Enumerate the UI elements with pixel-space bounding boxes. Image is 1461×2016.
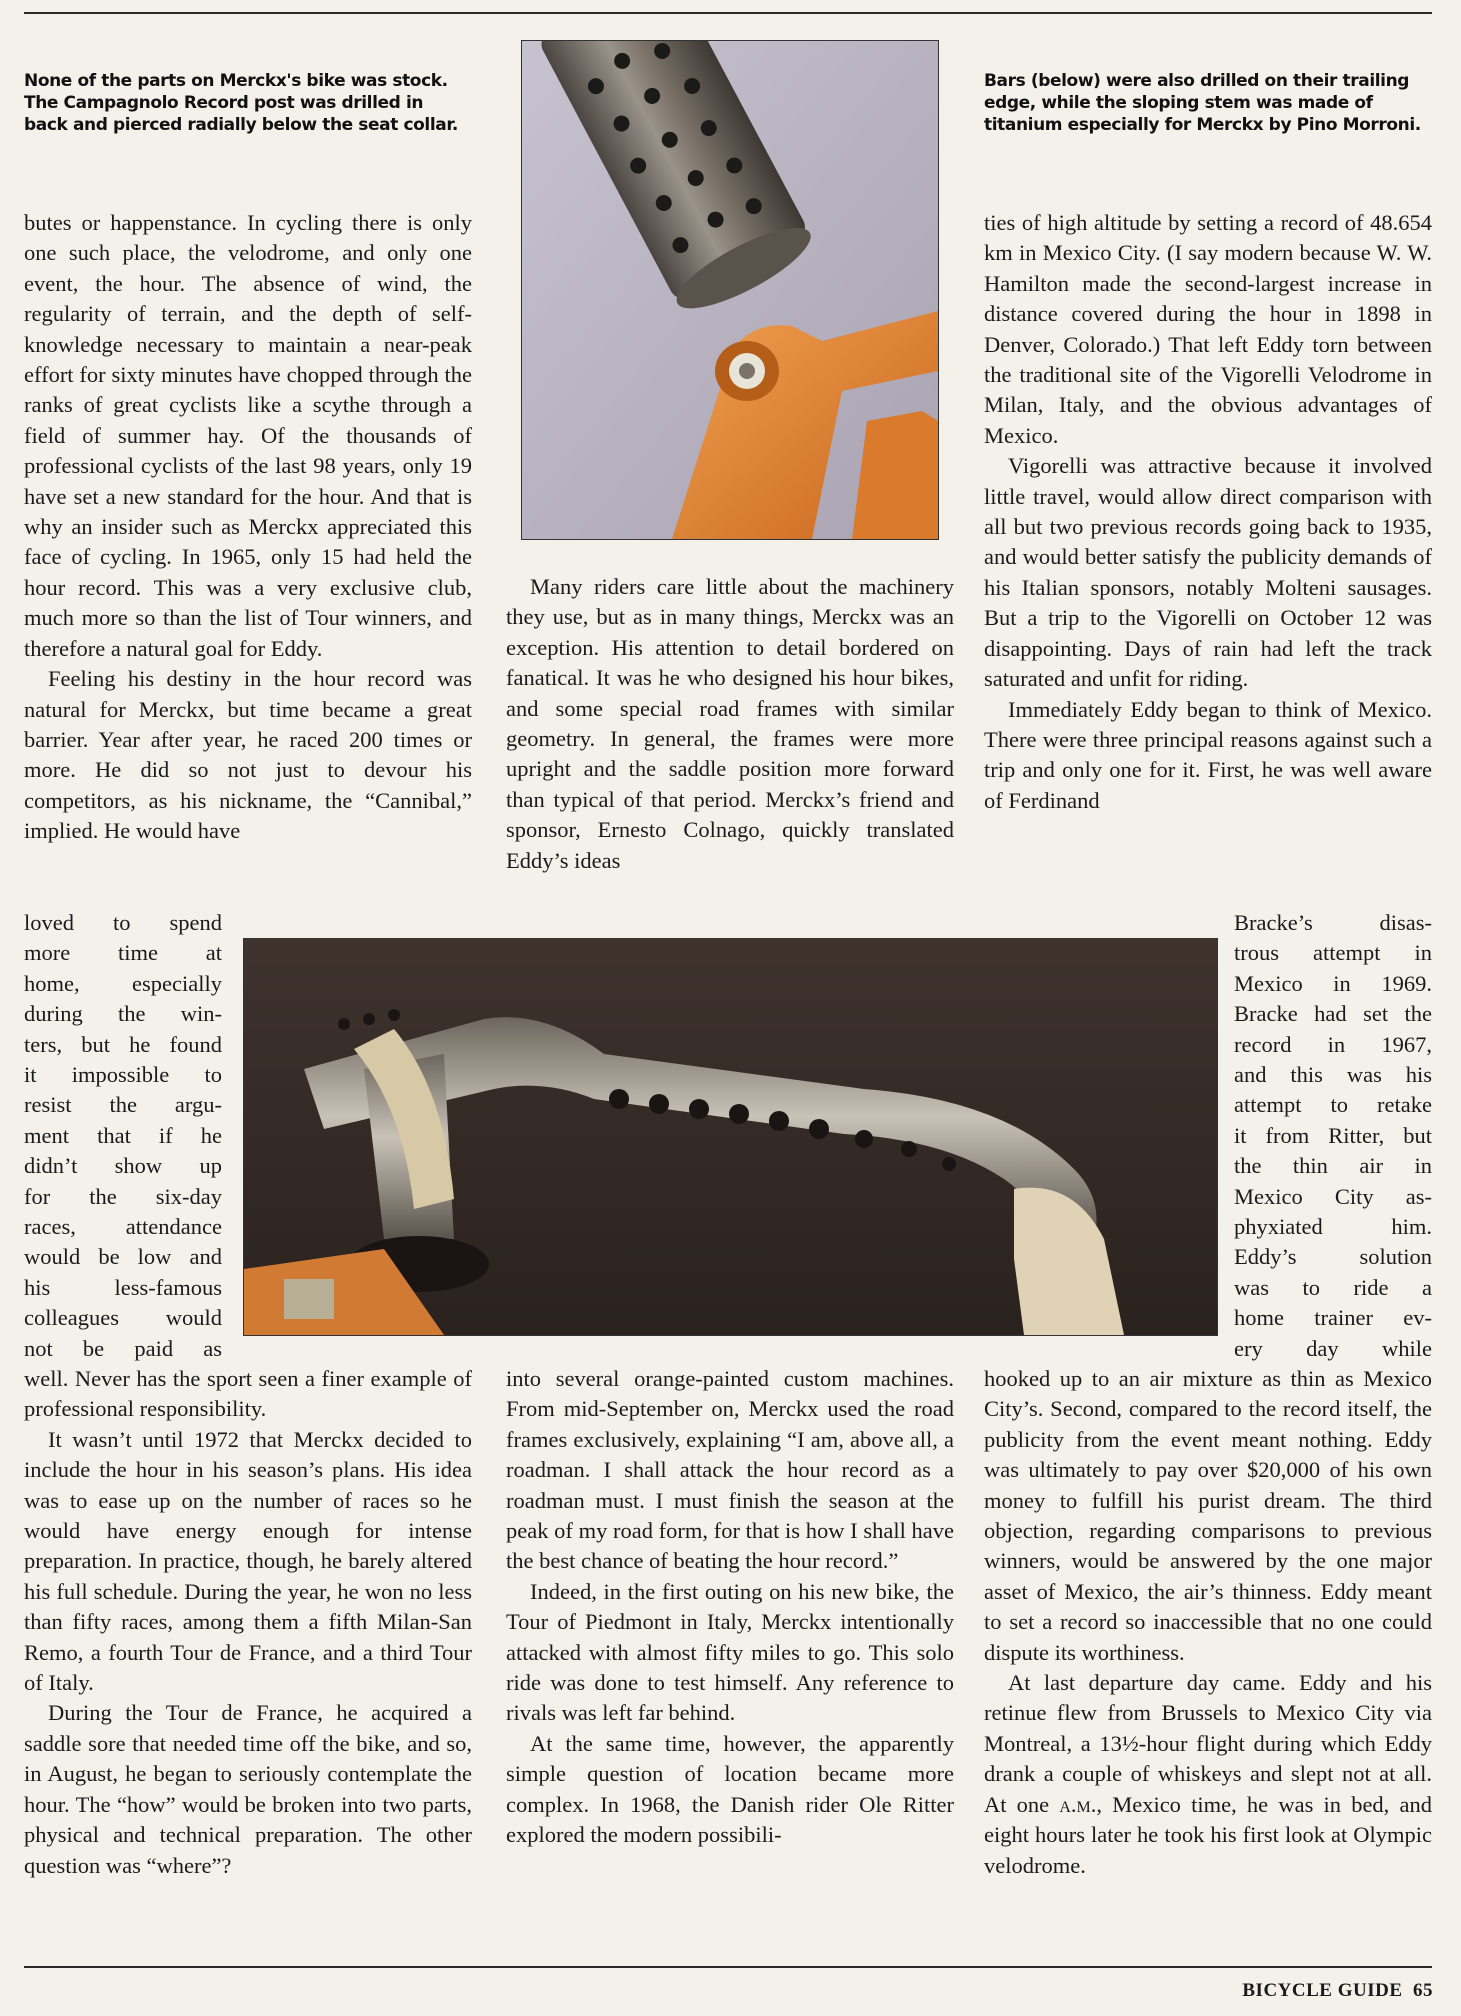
column-2-bottom	[506, 1364, 954, 1851]
col1-line: it impossible to	[24, 1062, 222, 1088]
col1-line: colleagues would	[24, 1305, 222, 1331]
column-3-top	[984, 208, 1432, 816]
col3-line: trous attempt in	[1234, 940, 1432, 966]
column-1-wrap-lines	[24, 908, 222, 1364]
col1-paragraph-2: Feeling his destiny in the hour record was natural for Merckx, but time became a great barrier. Year after year, he raced 200 times or more. He did so not just to devour his competitors, as his nickname, the “Cannibal,” implied. He would have	[24, 666, 472, 844]
column-3-wrap-lines	[1234, 908, 1432, 1364]
magazine-name: BICYCLE GUIDE	[1242, 1980, 1403, 2001]
drilled-handlebar-photo	[243, 938, 1218, 1336]
bottom-rule	[24, 1966, 1432, 1968]
col3-line: Mexico City as-	[1234, 1183, 1432, 1209]
col3-paragraph-3-end: hooked up to an air mixture as thin as Mexico City’s. Second, compared to the record itself, the publicity from the event meant nothing. Eddy was ultimately to pay over $20,000 of his own money to fulfill his purist dream. The third objection, regarding comparisons to previous winners, would be answered by the one major asset of Mexico, the air’s thinness. Eddy meant to set a record so inaccessible that no one could dispute its worthiness.	[984, 1366, 1432, 1665]
col1-line: more time at	[24, 940, 222, 966]
col3-line: Bracke had set the	[1234, 1001, 1432, 1027]
col3-line: phyxiated him.	[1234, 1214, 1432, 1240]
col1-line: during the win-	[24, 1001, 222, 1027]
column-3-bottom	[984, 1364, 1432, 1881]
col1-line: his less-famous	[24, 1274, 222, 1300]
col1-line: races, attendance	[24, 1214, 222, 1240]
caption-left: None of the parts on Merckx's bike was stock. The Campagnolo Record post was drilled in back and pierced radially below the seat collar.	[24, 71, 458, 135]
col3-line: ery day while	[1234, 1335, 1432, 1361]
col3-paragraph-4: At last departure day came. Eddy and his retinue flew from Brussels to Mexico City via Montreal, a 13½-hour flight during which Eddy drank a couple of whiskeys and slept not at all. At one a.m., Mexico time, he was in bed, and eight hours later he took his first look at Olympic velodrome.	[984, 1670, 1432, 1878]
page-number: 65	[1413, 1980, 1433, 2001]
col1-paragraph-4: During the Tour de France, he acquired a saddle sore that needed time off the bike, and so, in August, he began to seriously contemplate the hour. The “how” would be broken into two parts, physical and technical preparation. The other question was “where”?	[24, 1700, 472, 1878]
col3-line: it from Ritter, but	[1234, 1122, 1432, 1148]
col1-paragraph-1: butes or happenstance. In cycling there is only one such place, the velodrome, and only one event, the hour. The absence of wind, the regularity of terrain, and the depth of self-knowledge necessary to maintain a near-peak effort for sixty minutes have chopped through the ranks of great cyclists like a scythe through a field of summer hay. Of the thousands of professional cyclists of the last 98 years, only 19 have set a new standard for the hour. And that is why an insider such as Merckx appreciated this face of cycling. In 1965, only 15 had held the hour record. This was a very exclusive club, much more so than the list of Tour winners, and therefore a natural goal for Eddy.	[24, 210, 472, 661]
col3-paragraph-3: Immediately Eddy began to think of Mexico. There were three principal reasons against such a trip and only one for it. First, he was well aware of Ferdinand	[984, 696, 1432, 813]
col3-line: Mexico in 1969.	[1234, 970, 1432, 996]
col3-line: the thin air in	[1234, 1153, 1432, 1179]
seatpost-illustration	[522, 41, 938, 539]
col3-line: and this was his	[1234, 1062, 1432, 1088]
column-1-bottom	[24, 1364, 472, 1881]
column-2-top	[506, 572, 954, 876]
col3-line: Eddy’s solution	[1234, 1244, 1432, 1270]
col3-line: home trainer ev-	[1234, 1305, 1432, 1331]
col1-paragraph-2-end: well. Never has the sport seen a finer example of professional responsibility.	[24, 1366, 472, 1422]
col1-line: didn’t show up	[24, 1153, 222, 1179]
caption-right: Bars (below) were also drilled on their trailing edge, while the sloping stem was made of titanium especially for Merckx by Pino Morroni.	[984, 71, 1421, 135]
col3-line: record in 1967,	[1234, 1031, 1432, 1057]
col1-line: loved to spend	[24, 910, 222, 935]
drilled-seatpost-photo	[521, 40, 939, 540]
col2-paragraph-1-cont: into several orange-painted custom machines. From mid-September on, Merckx used the road frames exclusively, explaining “I am, above all, a roadman. I shall attack the hour record as a roadman must. I must finish the season at the peak of my road form, for that is how I shall have the best chance of beating the hour record.”	[506, 1366, 954, 1574]
col1-line: ters, but he found	[24, 1031, 222, 1057]
col1-line: ment that if he	[24, 1122, 222, 1148]
column-1-top	[24, 208, 472, 847]
col3-line: attempt to retake	[1234, 1092, 1432, 1118]
col3-paragraph-2: Vigorelli was attractive because it involved little travel, would allow direct comparison with all but two previous records going back to 1935, and would better satisfy the publicity demands of his Italian sponsors, notably Molteni sausages. But a trip to the Vigorelli on October 12 was disappointing. Days of rain had left the track saturated and unfit for riding.	[984, 453, 1432, 692]
col1-line: resist the argu-	[24, 1092, 222, 1118]
col2-paragraph-2: Indeed, in the first outing on his new bike, the Tour of Piedmont in Italy, Merckx intentionally attacked with almost fifty miles to go. This solo ride was done to test himself. Any reference to rivals was left far behind.	[506, 1578, 954, 1726]
col2-paragraph-1: Many riders care little about the machinery they use, but as in many things, Merckx was an exception. His attention to detail bordered on fanatical. It was he who designed his hour bikes, and some special road frames with similar geometry. In general, the frames were more upright and the saddle position more forward than typical of that period. Merckx’s friend and sponsor, Ernesto Colnago, quickly translated Eddy’s ideas	[506, 574, 954, 873]
col1-line: for the six-day	[24, 1183, 222, 1209]
handlebar-illustration	[244, 939, 1217, 1335]
col3-line: Bracke’s disas-	[1234, 910, 1432, 935]
col2-paragraph-3: At the same time, however, the apparently simple question of location became more complex. In 1968, the Danish rider Ole Ritter explored the modern possibili-	[506, 1730, 954, 1848]
col1-line: not be paid as	[24, 1335, 222, 1361]
col3-paragraph-1: ties of high altitude by setting a record of 48.654 km in Mexico City. (I say modern because W. W. Hamilton made the second-largest increase in distance covered during the hour in 1898 in Denver, Colorado.) That left Eddy torn between the traditional site of the Vigorelli Velodrome in Milan, Italy, and the obvious advantages of Mexico.	[984, 210, 1432, 448]
col1-paragraph-3: It wasn’t until 1972 that Merckx decided to include the hour in his season’s plans. His idea was to ease up on the number of races so he would have energy enough for intense preparation. In practice, though, he barely altered his full schedule. During the year, he won no less than fifty races, among them a fifth Milan-San Remo, a fourth Tour de France, and a third Tour of Italy.	[24, 1426, 472, 1696]
time-abbrev: a.m.	[1059, 1791, 1097, 1817]
col1-line: would be low and	[24, 1244, 222, 1270]
page-footer	[1242, 1980, 1433, 2002]
col3-line: was to ride a	[1234, 1274, 1432, 1300]
col1-line: home, especially	[24, 970, 222, 996]
top-rule	[24, 12, 1432, 14]
